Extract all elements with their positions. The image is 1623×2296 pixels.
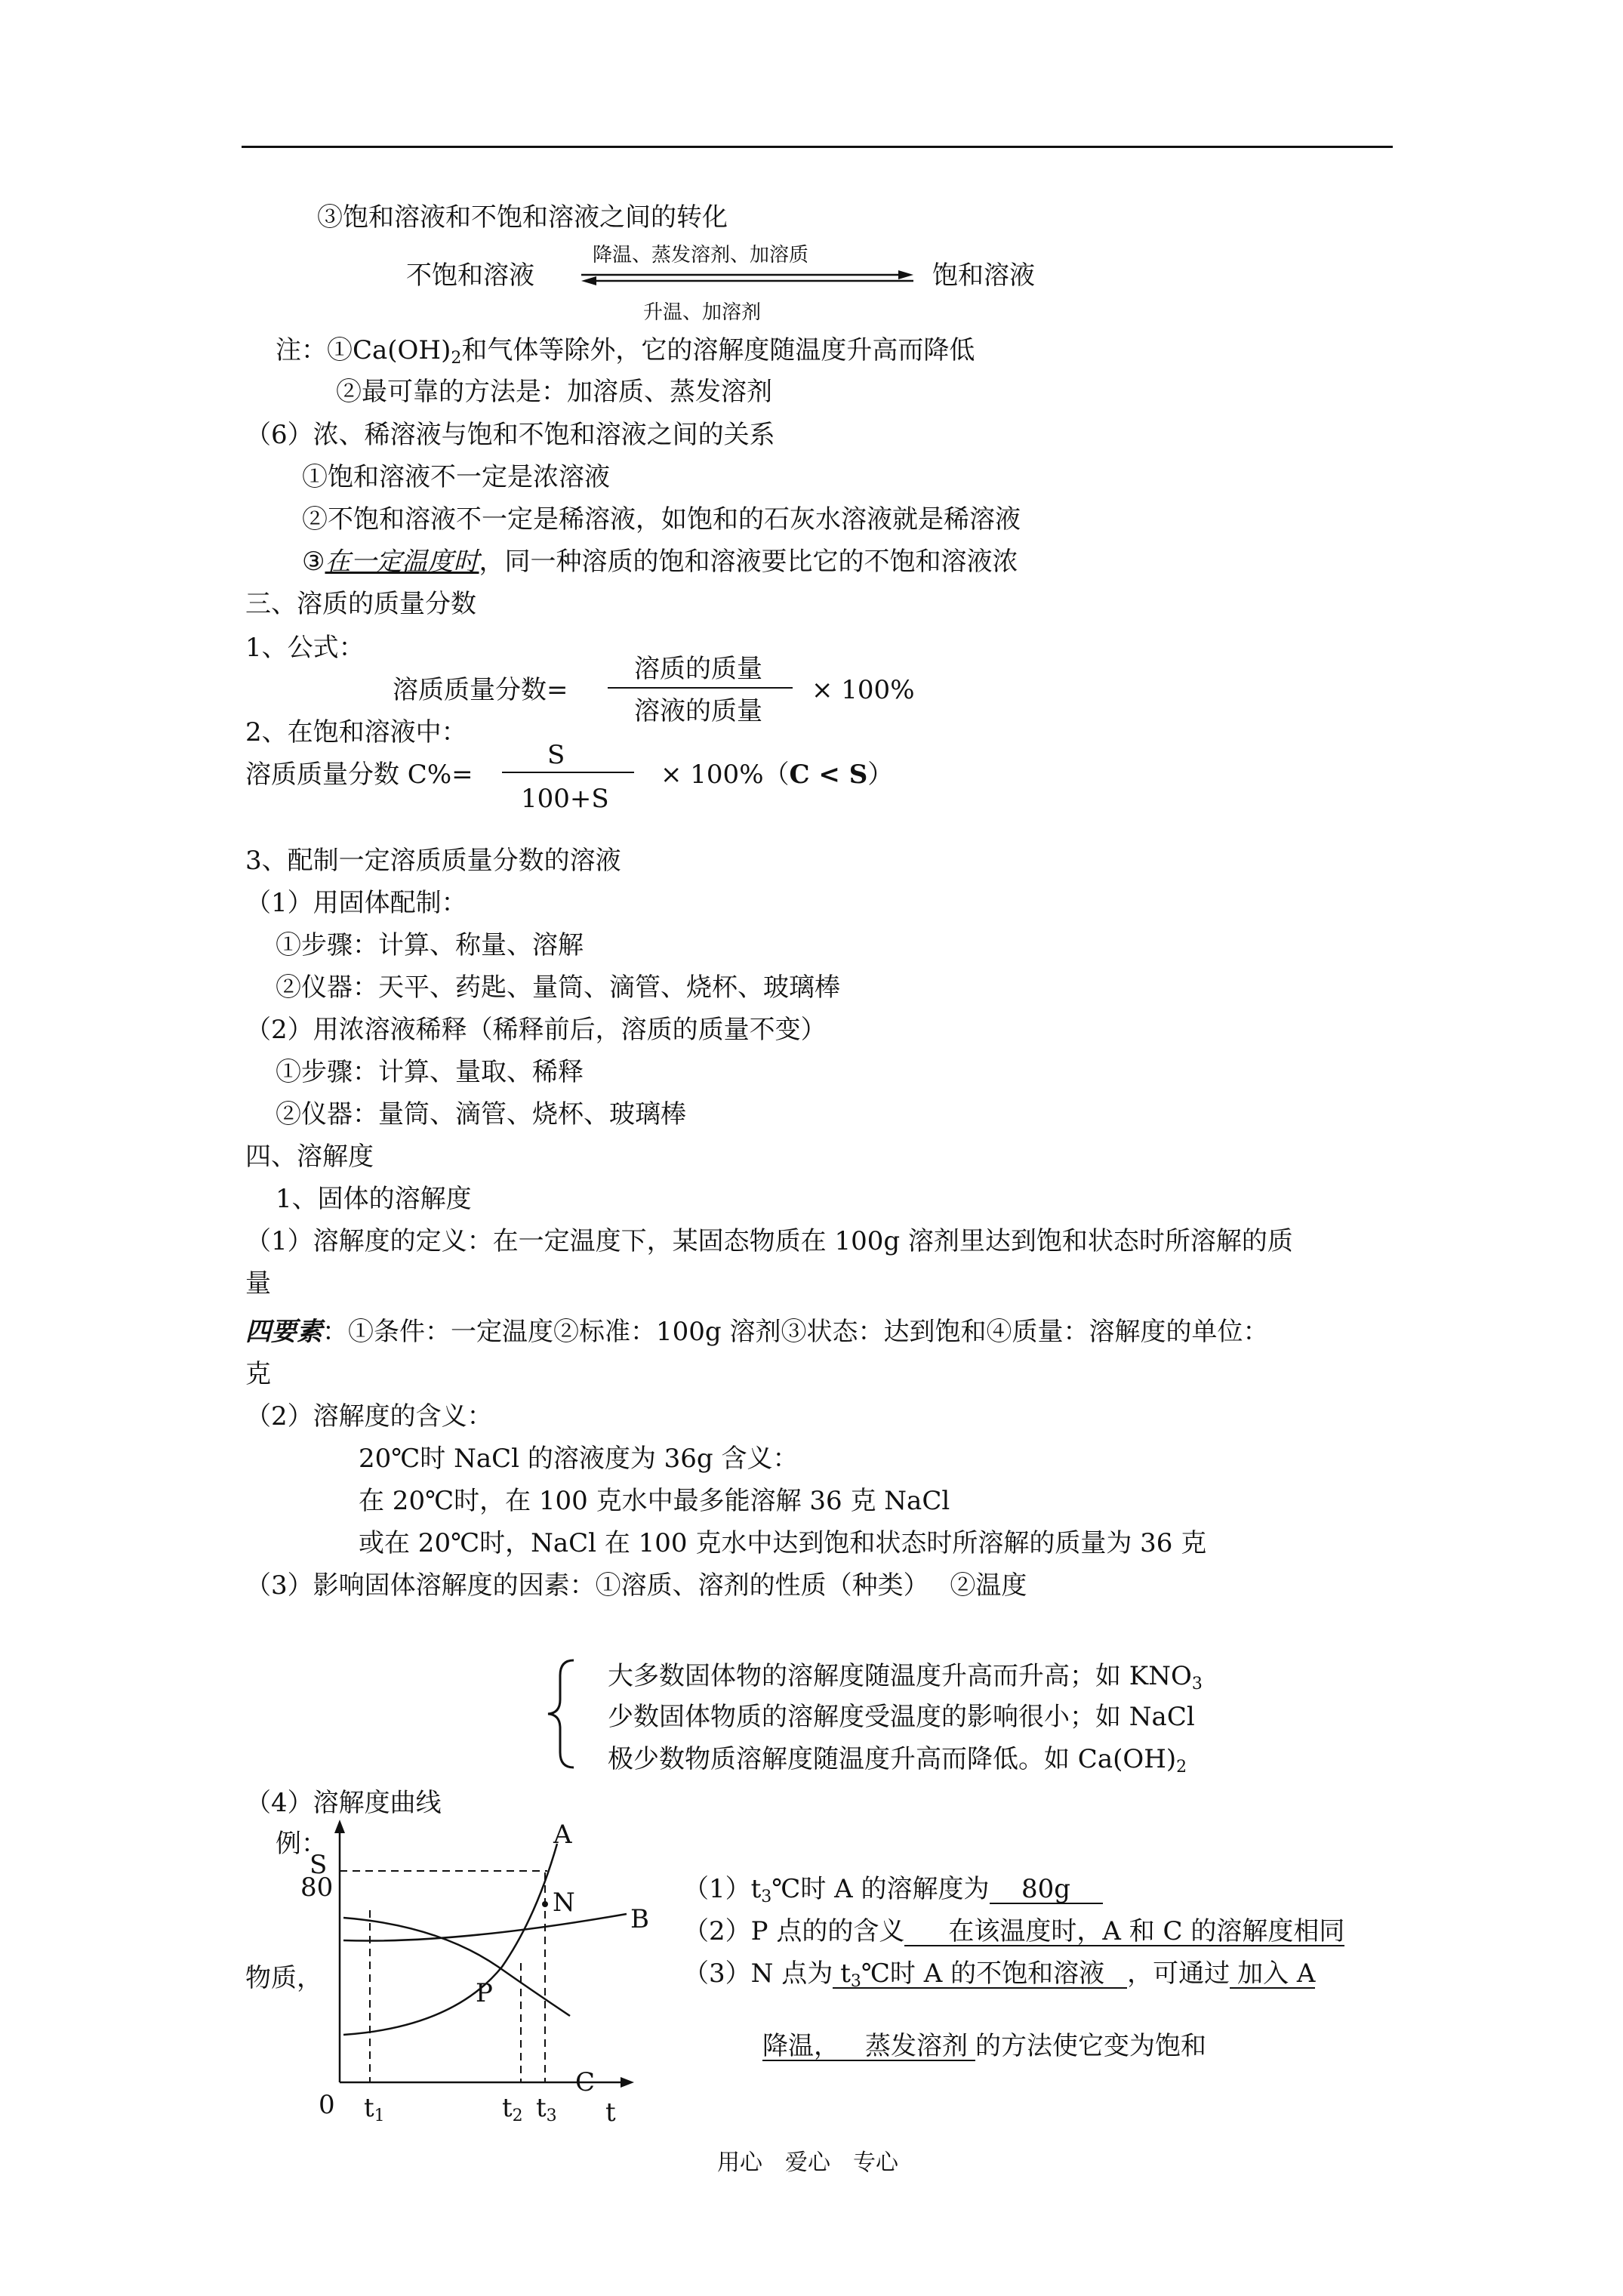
q3-line2-rest: 的方法使它变为饱和 <box>975 2031 1206 2061</box>
four-elements-label: 四要素 <box>245 1317 322 1347</box>
saturated-label: 2、在饱和溶液中： <box>245 717 467 747</box>
chart-s-label: S <box>310 1850 328 1880</box>
conversion-left-label: 不饱和溶液 <box>406 260 534 291</box>
t1-sub: 1 <box>374 2106 385 2125</box>
q1-answer: 80g <box>990 1875 1103 1904</box>
t3-sub: 3 <box>546 2106 557 2125</box>
curve-b <box>343 1914 627 1941</box>
mass-fraction-heading: 三、溶质的质量分数 <box>245 589 476 619</box>
meaning-line-1: 20℃时 NaCl 的溶液度为 36g 含义： <box>359 1444 799 1474</box>
q3-mid: ，可通过 <box>1127 1959 1230 1989</box>
brace-3-text: 极少数物质溶解度随温度升高而降低。如 Ca(OH) <box>608 1744 1177 1774</box>
chart-t1-label <box>364 2093 385 2123</box>
y-axis-arrow <box>334 1820 345 1833</box>
formula-numerator: 溶质的质量 <box>634 654 762 684</box>
question-3-line-2 <box>762 2031 1206 2061</box>
item-3-prefix: ③ <box>302 547 325 577</box>
conversion-note-1 <box>276 335 975 368</box>
q2-prefix: （2）P 点的的含义 <box>683 1916 905 1946</box>
chart-t3-label <box>536 2093 557 2123</box>
chart-point-p-label: P <box>476 1978 493 2008</box>
four-elements-line-1 <box>245 1317 1268 1347</box>
conversion-arrows <box>581 270 913 285</box>
footer-text: 用心 爱心 专心 <box>717 2150 898 2176</box>
conversion-arrow-top-label: 降温、蒸发溶剂、加溶质 <box>593 244 809 267</box>
item-3-emphasis: 在一定温度时 <box>325 547 479 577</box>
saturated-fraction-bar <box>502 772 634 773</box>
saturated-denominator: 100+S <box>521 784 609 814</box>
curve-c <box>343 1918 570 2016</box>
t1-text: t <box>364 2093 374 2123</box>
example-label: 例： <box>276 1829 327 1859</box>
header-rule <box>242 146 1393 148</box>
question-3 <box>683 1959 1315 1989</box>
four-elements-line-2: 克 <box>245 1359 271 1389</box>
chart-curve-c-label: C <box>575 2067 596 2097</box>
meaning-line-2: 在 20℃时，在 100 克水中最多能溶解 36 克 NaCl <box>359 1486 950 1516</box>
relation-item-1: ①饱和溶液不一定是浓溶液 <box>302 462 610 492</box>
saturated-times <box>661 760 893 790</box>
note-1-sub: 2 <box>451 349 462 368</box>
x-axis-arrow <box>621 2077 634 2088</box>
q3-answer-rest: ℃时 A 的不饱和溶液 <box>861 1959 1105 1989</box>
chart-80-label: 80 <box>300 1872 334 1903</box>
brace-line-3 <box>608 1744 1187 1777</box>
chart-t2-label <box>502 2093 523 2123</box>
formula-times: × 100% <box>812 675 915 705</box>
formula-label: 1、公式： <box>245 633 365 663</box>
formula-fraction-bar <box>608 687 793 689</box>
q3-answer-t: t <box>840 1959 851 1989</box>
brace-line-1 <box>608 1661 1203 1691</box>
q3-line2-b: 蒸发溶剂 <box>865 2032 975 2061</box>
curve-a <box>343 1844 557 2035</box>
brace-line-2: 少数固体物质的溶解度受温度的影响很小；如 NaCl <box>608 1702 1195 1732</box>
chart-substance-label: 物质， <box>245 1963 322 1993</box>
chart-t-axis-label: t <box>605 2097 616 2128</box>
conversion-right-label: 饱和溶液 <box>932 260 1035 291</box>
solid-solubility-heading: 1、固体的溶解度 <box>276 1184 472 1214</box>
q1-prefix: （1）t <box>683 1874 762 1904</box>
dilute-heading: （2）用浓溶液稀释（稀释前后，溶质的质量不变） <box>245 1015 827 1045</box>
chart-point-n-label: N <box>553 1888 575 1918</box>
relation-item-3 <box>302 547 1018 577</box>
preparation-heading: 3、配制一定溶质质量分数的溶液 <box>245 846 621 876</box>
relation-item-2: ②不饱和溶液不一定是稀溶液，如饱和的石灰水溶液就是稀溶液 <box>302 504 1021 535</box>
note-1-rest: 和气体等除外，它的溶解度随温度升高而降低 <box>461 335 975 365</box>
point-n-dot <box>542 1901 548 1907</box>
chart-origin-label: 0 <box>319 2090 335 2120</box>
sat-condition: C < S <box>789 760 868 790</box>
t2-text: t <box>502 2093 513 2123</box>
sat-close: ） <box>867 760 894 790</box>
solubility-heading: 四、溶解度 <box>245 1142 374 1172</box>
brace-1-sub: 3 <box>1191 1675 1203 1693</box>
saturated-lhs: 溶质质量分数 C%= <box>245 760 473 790</box>
brace-3-sub: 2 <box>1176 1758 1187 1777</box>
solid-tools: ②仪器：天平、药匙、量筒、滴管、烧杯、玻璃棒 <box>276 972 840 1003</box>
curve-heading: （4）溶解度曲线 <box>245 1788 442 1818</box>
dilute-tools: ②仪器：量筒、滴管、烧杯、玻璃棒 <box>276 1099 686 1130</box>
t2-sub: 2 <box>512 2106 523 2125</box>
brace-1-text: 大多数固体物的溶解度随温度升高而升高；如 KNO <box>608 1661 1192 1691</box>
question-1 <box>683 1874 1103 1904</box>
chart-curve-b-label: B <box>630 1904 649 1934</box>
conversion-note-2: ②最可靠的方法是：加溶质、蒸发溶剂 <box>336 377 772 407</box>
item-3-rest: ，同一种溶质的饱和溶液要比它的不饱和溶液浓 <box>479 547 1018 577</box>
meaning-line-3: 或在 20℃时，NaCl 在 100 克水中达到饱和状态时所溶解的质量为 36 克 <box>359 1528 1207 1558</box>
t3-text: t <box>536 2093 547 2123</box>
definition-line-2: 量 <box>245 1268 271 1299</box>
definition-line-1: （1）溶解度的定义：在一定温度下，某固态物质在 100g 溶剂里达到饱和状态时所溶解的质 <box>245 1226 1293 1256</box>
formula-denominator: 溶液的质量 <box>634 696 762 726</box>
chart-curve-a-label: A <box>553 1820 572 1850</box>
q3-answer-2: 加入 A <box>1230 1960 1315 1989</box>
curly-brace-icon <box>544 1657 581 1771</box>
q3-prefix: （3）N 点为 <box>683 1959 833 1989</box>
factors-line: （3）影响固体溶解度的因素：①溶质、溶剂的性质（种类） ②温度 <box>245 1570 1027 1601</box>
q1-mid: ℃时 A 的溶解度为 <box>771 1874 990 1904</box>
meaning-heading: （2）溶解度的含义： <box>245 1401 493 1432</box>
q2-answer: 在该温度时，A 和 C 的溶解度相同 <box>904 1918 1344 1946</box>
note-1-prefix: 注：①Ca(OH) <box>276 335 451 365</box>
q3-line2-a: 降温， <box>762 2032 865 2061</box>
q3-answer-sub: 3 <box>850 1972 861 1991</box>
dilute-steps: ①步骤：计算、量取、稀释 <box>276 1057 584 1087</box>
saturated-numerator: S <box>547 740 565 770</box>
four-elements-text: ：①条件：一定温度②标准：100g 溶剂③状态：达到饱和④质量：溶解度的单位： <box>322 1317 1269 1347</box>
sat-times: × 100%（ <box>661 760 790 790</box>
solid-steps: ①步骤：计算、称量、溶解 <box>276 930 584 960</box>
solid-heading: （1）用固体配制： <box>245 888 467 918</box>
conversion-arrow-bottom-label: 升温、加溶剂 <box>643 301 762 324</box>
question-2 <box>683 1916 1344 1946</box>
q1-sub: 3 <box>761 1888 772 1906</box>
conversion-heading: ③饱和溶液和不饱和溶液之间的转化 <box>317 202 728 233</box>
relation-heading: （6）浓、稀溶液与饱和不饱和溶液之间的关系 <box>245 420 775 450</box>
formula-lhs: 溶质质量分数= <box>393 675 568 705</box>
